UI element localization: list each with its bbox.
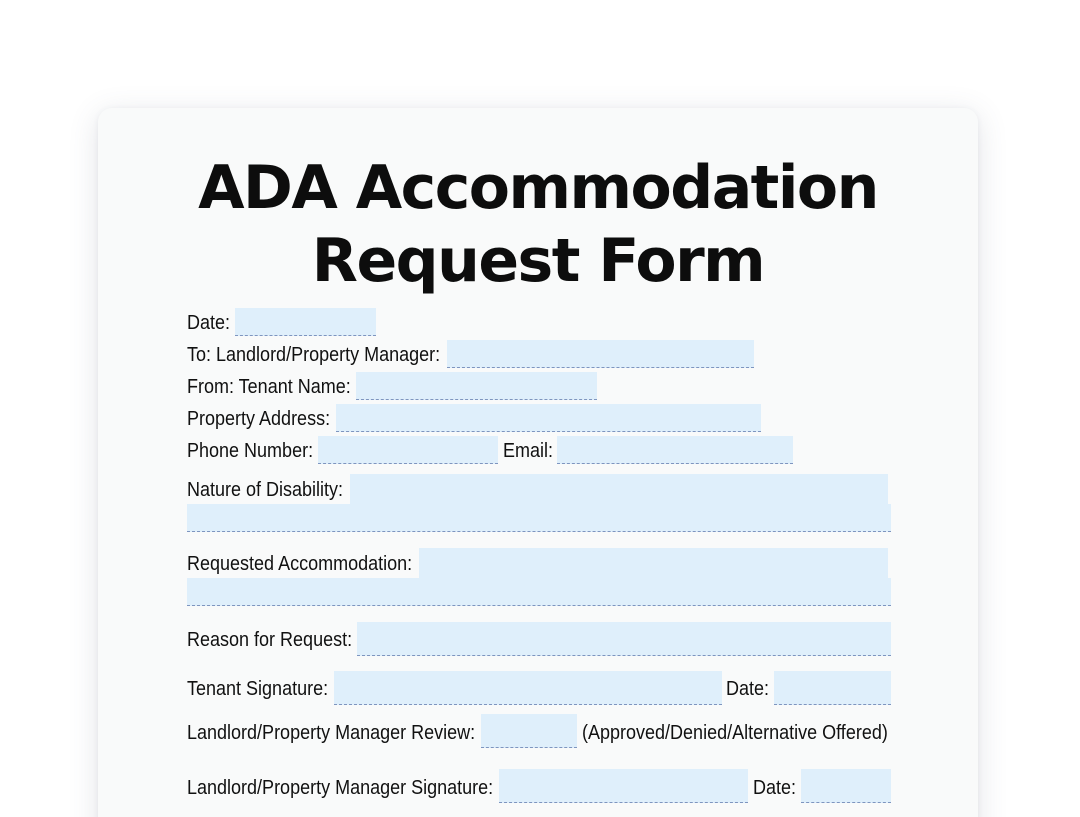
accommodation-field-line-2[interactable]: [187, 578, 891, 606]
review-label: Landlord/Property Manager Review:: [187, 722, 476, 744]
email-field[interactable]: [557, 436, 793, 464]
tenant-signature-date-label: Date:: [726, 678, 770, 700]
property-address-field[interactable]: [336, 404, 761, 432]
landlord-signature-field[interactable]: [499, 769, 748, 803]
disability-label: Nature of Disability:: [187, 479, 344, 501]
reason-field[interactable]: [357, 622, 891, 656]
landlord-signature-date-label: Date:: [753, 777, 797, 799]
form-title-line-1: ADA Accommodation: [198, 153, 878, 223]
phone-number-field[interactable]: [318, 436, 498, 464]
disability-field-line-2[interactable]: [187, 504, 891, 532]
date-field[interactable]: [235, 308, 376, 336]
date-label: Date:: [187, 312, 231, 334]
review-options-text: (Approved/Denied/Alternative Offered): [582, 722, 888, 744]
landlord-signature-date-field[interactable]: [801, 769, 891, 803]
phone-number-label: Phone Number:: [187, 440, 314, 462]
form-title-line-2: Request Form: [311, 226, 765, 296]
disability-field-line-1[interactable]: [350, 474, 888, 504]
tenant-signature-field[interactable]: [334, 671, 722, 705]
landlord-signature-label: Landlord/Property Manager Signature:: [187, 777, 494, 799]
landlord-name-field[interactable]: [447, 340, 754, 368]
landlord-name-label: To: Landlord/Property Manager:: [187, 344, 441, 366]
property-address-label: Property Address:: [187, 408, 331, 430]
accommodation-label: Requested Accommodation:: [187, 553, 413, 575]
tenant-name-field[interactable]: [356, 372, 597, 400]
email-label: Email:: [503, 440, 554, 462]
tenant-signature-label: Tenant Signature:: [187, 678, 329, 700]
tenant-signature-date-field[interactable]: [774, 671, 891, 705]
tenant-name-label: From: Tenant Name:: [187, 376, 351, 398]
accommodation-field-line-1[interactable]: [419, 548, 888, 578]
review-field[interactable]: [481, 714, 577, 748]
reason-label: Reason for Request:: [187, 629, 353, 651]
